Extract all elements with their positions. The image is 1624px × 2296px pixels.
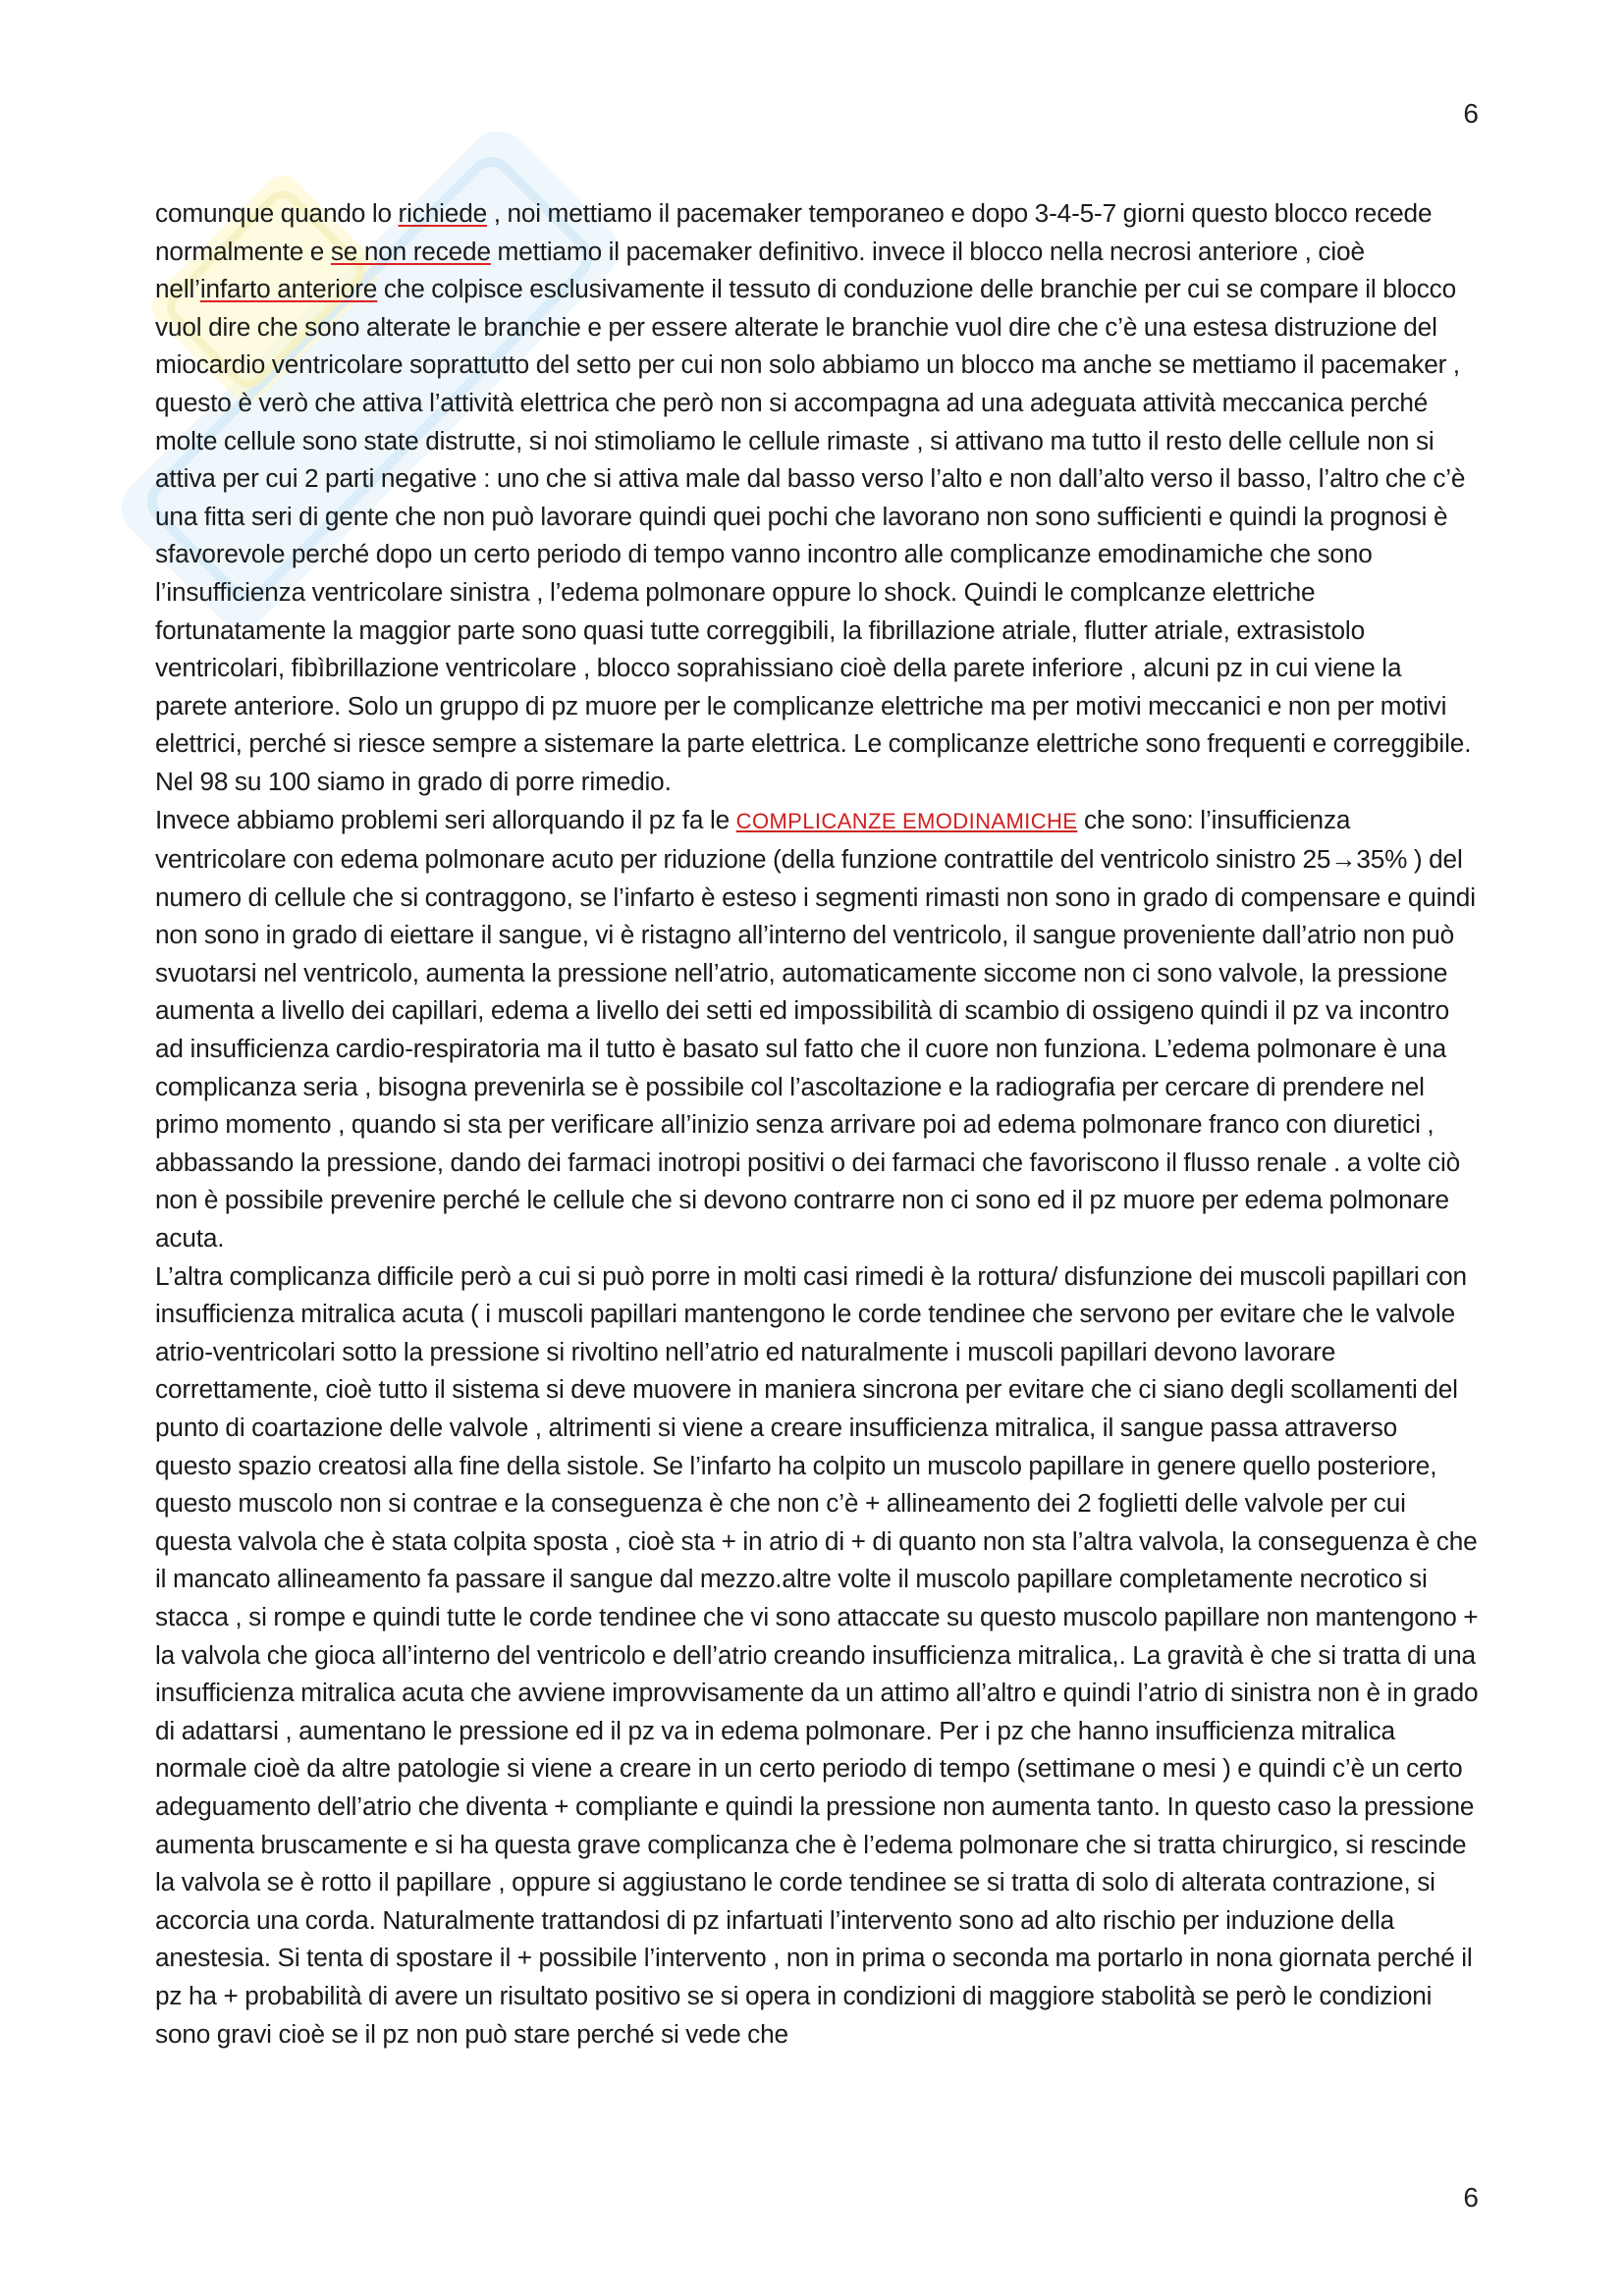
page-number-bottom: 6 — [1463, 2182, 1479, 2213]
text-run: Invece abbiamo problemi seri allorquando il pz fa le — [155, 804, 736, 834]
spellcheck-underlined-word: richiede — [398, 198, 488, 228]
document-body — [155, 194, 1479, 2053]
page-number-top: 6 — [1463, 98, 1479, 129]
text-run: che colpisce esclusivamente il tessuto di conduzione delle branchie per cui se compare il blocco vuol dire che sono alterate le branchie e per essere alterate le branchie vuol dire che c’è una estesa distruzione del miocardio ventricolare soprattutto del setto per cui non solo abbiamo un blocco ma anche se mettiamo il pacemaker , questo è verò che attiva l’attività elettrica che però non si accompagna ad una adeguata attività meccanica perché molte cellule sono state distrutte, si noi stimoliamo le cellule rimaste , si attivano ma tutto il resto delle cellule non si attiva per cui 2 parti negative : uno che si attiva male dal basso verso l’alto e non dall’alto verso il basso, l’altro che c’è una fitta seri di gente che non può lavorare quindi quei pochi che lavorano non sono sufficienti e quindi la prognosi è sfavorevole perché dopo un certo periodo di tempo vanno incontro alle complicanze emodinamiche che sono l’insufficienza ventricolare sinistra , l’edema polmonare oppure lo shock. Quindi le complcanze elettriche fortunatamente la maggior parte sono quasi tutte correggibili, la fibrillazione atriale, flutter atriale, extrasistolo ventricolari, fibìbrillazione ventricolare , blocco soprahissiano cioè della parete inferiore , alcuni pz in cui viene la parete anteriore. Solo un gruppo di pz muore per le complicanze elettriche ma per motivi meccanici e non per motivi elettrici, perché si riesce sempre a sistemare la parte elettrica. Le complicanze elettriche sono frequenti e correggibile. Nel 98 su 100 siamo in grado di porre rimedio. — [155, 274, 1472, 796]
text-run: , noi mettiamo il pacemaker temporaneo e dopo 3-4-5-7 giorni questo blocco recede normalmente e — [155, 198, 1433, 266]
paragraph — [155, 194, 1479, 801]
text-run: che sono: l’insufficienza ventricolare con edema polmonare acuto per riduzione (della funzione contrattile del ventricolo sinistro 25→35% ) del numero di cellule che si contraggono, se l’infarto è esteso i segmenti rimasti non sono in grado di compensare e quindi non sono in grado di eiettare il sangue, vi è ristagno all’interno del ventricolo, il sangue proveniente dall’atrio non può svuotarsi nel ventricolo, aumenta la pressione nell’atrio, automaticamente siccome non ci sono valvole, la pressione aumenta a livello dei capillari, edema a livello dei setti ed impossibilità di scambio di ossigeno quindi il pz va incontro ad insufficienza cardio-respiratoria ma il tutto è basato sul fatto che il cuore non funziona. L’edema polmonare è una complicanza seria , bisogna prevenirla se è possibile col l’ascoltazione e la radiografia per cercare di prendere nel primo momento , quando si sta per verificare all’inizio senza arrivare poi ad edema polmonare franco con diuretici , abbassando la pressione, dando dei farmaci inotropi positivi o dei farmaci che favoriscono il flusso renale . a volte ciò non è possibile prevenire perché le cellule che si devono contrarre non ci sono ed il pz muore per edema polmonare acuta. — [155, 804, 1476, 1254]
paragraph — [155, 801, 1479, 1257]
spellcheck-underlined-phrase: infarto anteriore — [199, 274, 378, 304]
text-run: comunque quando lo — [155, 198, 399, 228]
paragraph: L’altra complicanza difficile però a cui si può porre in molti casi rimedi è la rottura/ disfunzione dei muscoli papillari con insufficienza mitralica acuta ( i muscoli papillari mantengono le corde tendinee che servono per evitare che le valvole atrio-ventricolari sotto la pressione si rivoltino nell’atrio ed naturalmente i muscoli papillari devono lavorare correttamente, cioè tutto il sistema si deve muovere in maniera sincrona per evitare che ci siano degli scollamenti del punto di coartazione delle valvole , altrimenti si viene a creare insufficienza mitralica, il sangue passa attraverso questo spazio creatosi alla fine della sistole. Se l’infarto ha colpito un muscolo papillare in genere quello posteriore, questo muscolo non si contrae e la conseguenza è che non c’è + allineamento dei 2 foglietti delle valvole per cui questa valvola che è stata colpita sposta , cioè sta + in atrio di + di quanto non sta l’altra valvola, la conseguenza è che il mancato allineamento fa passare il sangue dal mezzo.altre volte il muscolo papillare completamente necrotico si stacca , si rompe e quindi tutte le corde tendinee che vi sono attaccate su questo muscolo papillare non mantengono + la valvola che gioca all’interno del ventricolo e dell’atrio creando insufficienza mitralica,. La gravità è che si tratta di una insufficienza mitralica acuta che avviene improvvisamente da un attimo all’altro e quindi l’atrio di sinistra non è in grado di adattarsi , aumentano le pressione ed il pz va in edema polmonare. Per i pz che hanno insufficienza mitralica normale cioè da altre patologie si viene a creare in un certo periodo di tempo (settimane o mesi ) e quindi c’è un certo adeguamento dell’atrio che diventa + compliante e quindi la pressione non aumenta tanto. In questo caso la pressione aumenta bruscamente e si ha questa grave complicanza che è l’edema polmonare che si tratta chirurgico, si rescinde la valvola se è rotto il papillare , oppure si aggiustano le corde tendinee se si tratta di solo di alterata contrazione, si accorcia una corda. Naturalmente trattandosi di pz infartuati l’intervento sono ad alto rischio per induzione della anestesia. Si tenta di spostare il + possibile l’intervento , non in prima o seconda ma portarlo in nona giornata perché il pz ha + probabilità di avere un risultato positivo se si opera in condizioni di maggiore stabolità se però le condizioni sono gravi cioè se il pz non può stare perché si vede che — [155, 1260, 1479, 2049]
spellcheck-underlined-phrase: se non recede — [330, 236, 491, 266]
text-run: mettiamo il pacemaker definitivo. invece il blocco nella necrosi anteriore , cioè nell’ — [155, 236, 1365, 304]
section-heading: COMPLICANZE EMODINAMICHE — [735, 808, 1078, 833]
